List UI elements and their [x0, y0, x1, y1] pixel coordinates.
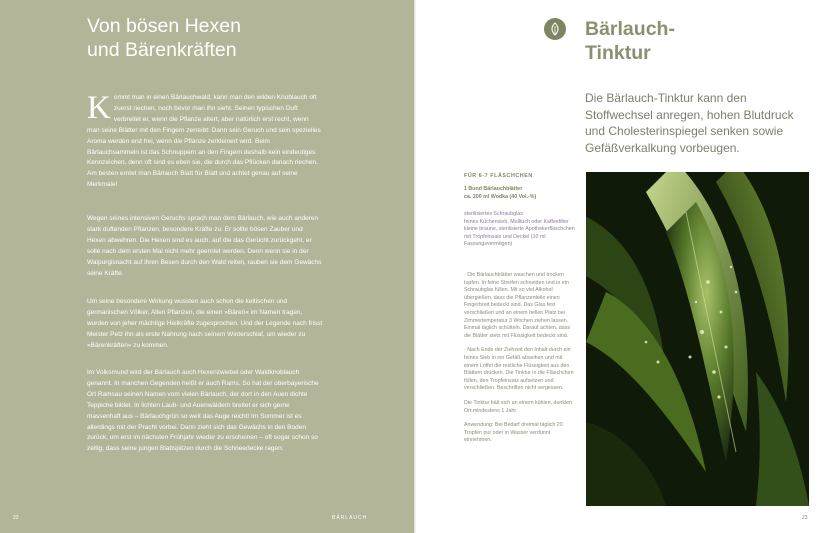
equipment-list — [464, 211, 576, 249]
page-number-right: 23 — [802, 515, 808, 521]
paragraph-4: Im Volksmund wird der Bärlauch auch Hexenzwiebel oder Waldknoblauch genannt. In manchen Gegenden heißt er auch Rams. So hat der oberbayerische Ort Ramsau seinen Namen vom vielen Bärlauch, der dort in den Auen dichte Teppiche bildet. In lichten Laub- und Auenwäldern breitet er sich gerne massenhaft aus – Bärlauchgrün so weit das Auge reicht! Im Sommer ist es allerdings mit der Pracht vorbei. Dann zieht sich das Gewächs in den Boden zurück, um erst im nächsten Frühjahr wieder zu erscheinen – oft sogar schon so zeitig, dass seine jungen Blattspitzen durch die Schneedecke ragen. — [87, 369, 319, 453]
ingredient-1: 1 Bund Bärlauchblätter — [464, 186, 523, 192]
wild-garlic-photo — [586, 172, 809, 506]
equipment-item: kleine braune, sterilisierte Apothekerfläschchen mit Tropfeinsatz und Deckel (10 ml Fassungsvermögen) — [464, 226, 575, 248]
paragraph-3: Um seine besondere Wirkung wussten auch schon die keltischen und germanischen Völker. Allen Pflanzen, die einen »Bären« im Namen tragen, wurden von jeher mächtige Heilkräfte zugesprochen. Und der Legende nach frisst Meister Petz ihn als erste Nahrung nach seinem Winterschlaf, um wieder zu »Bärenkräften« zu kommen. — [87, 298, 323, 349]
running-head: BÄRLAUCH — [332, 515, 368, 521]
right-title-line-1: Bärlauch- — [585, 18, 675, 40]
recipe-steps — [464, 272, 576, 452]
intro-text: Die Bärlauch-Tinktur kann den Stoffwechsel anregen, hohen Blutdruck und Cholesterinspiegel senken sowie Gefäßverkalkung vorbeugen. — [585, 91, 794, 155]
leaf-icon — [544, 18, 566, 40]
storage-note: Die Tinktur hält sich an einem kühlen, dunklen Ort mindestens 1 Jahr. — [464, 399, 573, 414]
recipe-yield: FÜR 6-7 FLÄSCHCHEN — [464, 173, 533, 179]
right-title-line-2: Tinktur — [585, 42, 651, 64]
drop-cap: K — [87, 90, 111, 126]
paragraph-1-text: ommt man in einen Bärlauchwald, kann man den wilden Knoblauch oft zuerst riechen, noch bevor man ihn sieht. Seinen typischen Duft verbreitet er, wenn die Pflanze altert, aber natürlich erst recht, wenn man seine Blätter mit den Fingern zerreibt: Dann sein Geruch und sein spezielles Aroma werden erst frei, wenn die Pflanze zerkleinert wird. Beim Bärlauchsammeln ist das Schnuppern an den Fingern deshalb kein eindeutiges Kennzeichen, denn oft sind es eben sie, die durch das Pflücken danach riechen. Am besten erntet man Bärlauch Blatt für Blatt und achtet genau auf seine Merkmale! — [87, 94, 321, 189]
equipment-item: feines Küchensieb, Mulltuch oder Kaffeefilter — [464, 218, 569, 225]
title-line-1: Von bösen Hexen — [87, 15, 241, 37]
right-page — [416, 0, 824, 533]
usage-note: Anwendung: Bei Bedarf dreimal täglich 20 Tropfen pur oder in Wasser verdünnt einnehmen. — [464, 422, 563, 444]
paragraph-1 — [87, 90, 323, 191]
page-title-right — [585, 17, 785, 65]
title-line-2: und Bärenkräften — [87, 39, 237, 61]
equipment-item: sterilisiertes Schraubglas — [464, 211, 523, 217]
paragraph-2: Wegen seines intensiven Geruchs sprach man dem Bärlauch, wie auch anderen stark duftenden Pflanzen, besondere Kräfte zu: Er sollte bösen Zauber und Hexen abwehren. Die Hexen sind es auch, auf die das Gerücht zurückgeht, er solle nach dem ersten Mai nicht mehr geerntet werden. Denn wenn sie in der Walpurgisnacht auf ihren Besen durch den Wald reiten, rauben sie dem Gewächs seine Kräfte. — [87, 215, 322, 277]
ingredient-2: ca. 200 ml Wodka (40 Vol.-%) — [464, 193, 537, 200]
step-1: · Die Bärlauchblätter waschen und trocken tupfen. In feine Streifen schneiden und in ein Schraubglas füllen. Mit so viel Alkohol übergießen, dass die Pflanzenteile einen Fingerbreit bedeckt sind. Das Glas fest verschließen und an einem hellen Platz bei Zimmertemperatur 3 Wochen ziehen lassen. Einmal täglich schütteln. Darauf achten, dass die Blätter stets mit Flüssigkeit bedeckt sind. — [464, 272, 570, 339]
page-title-left — [87, 14, 387, 62]
ingredients — [464, 186, 576, 201]
step-2: · Nach Ende der Ziehzeit den Inhalt durch ein feines Sieb in ein Gefäß abseihen und mit einem Löffel die restliche Flüssigkeit aus den Blättern drücken. Die Tinktur in die Fläschchen füllen, den Tropfeinsatz aufsetzen und verschließen. Beschriften nicht vergessen. — [464, 347, 574, 392]
page-number-left: 22 — [13, 515, 19, 521]
